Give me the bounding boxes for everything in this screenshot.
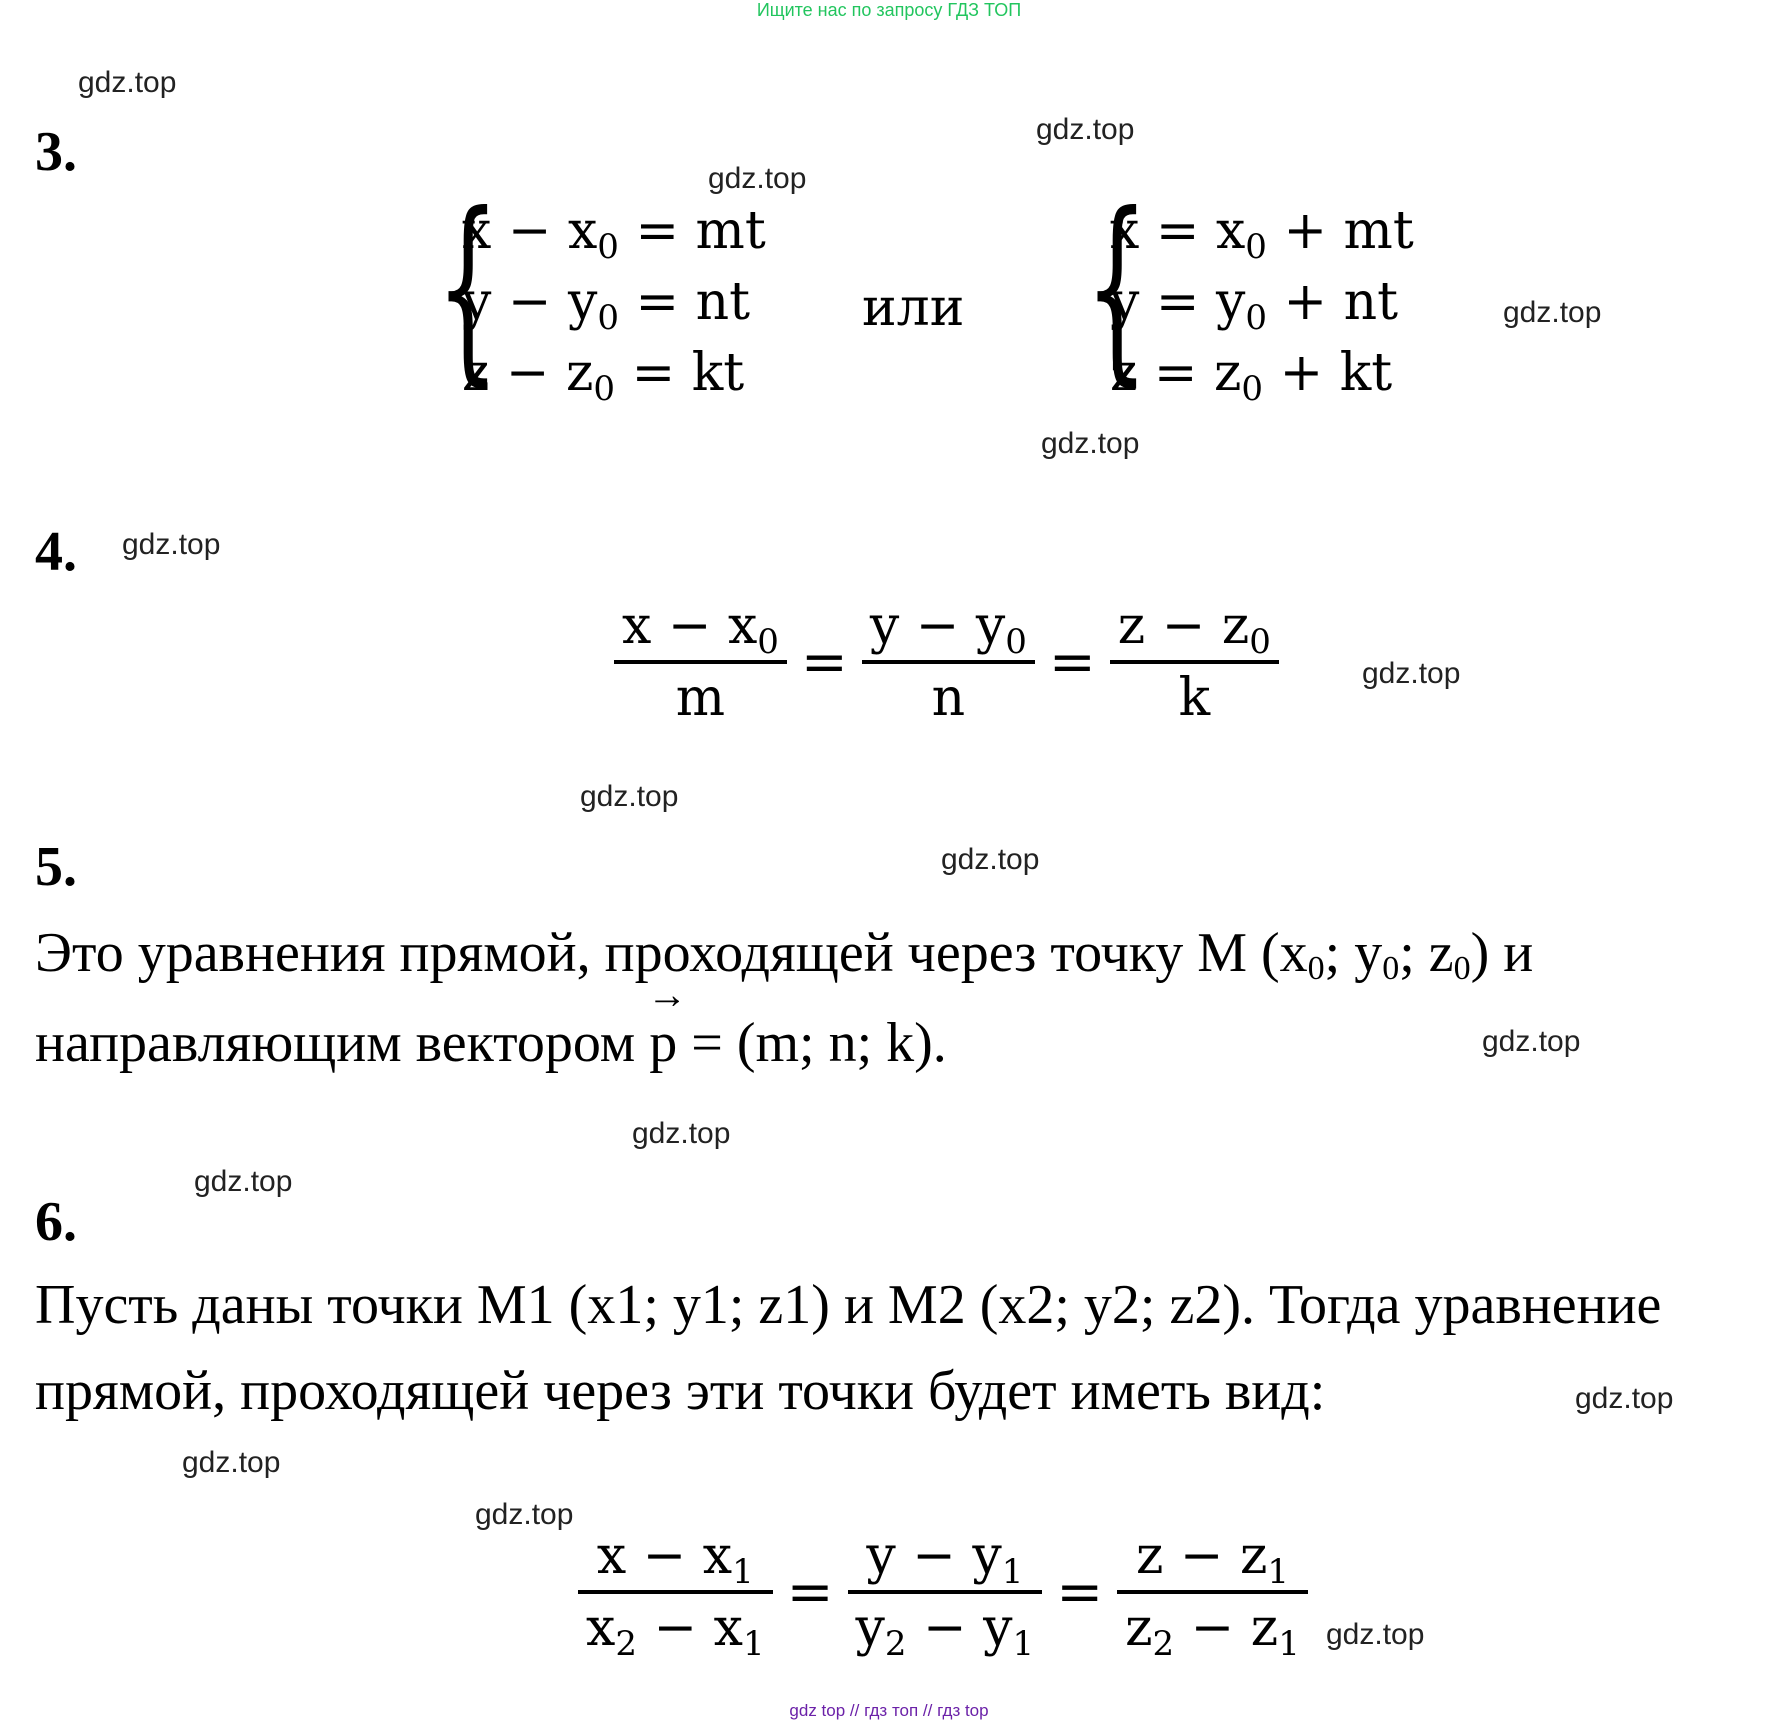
- conjunction-or: или: [862, 278, 965, 338]
- fraction-z-two-point: $\frac{z - z_1}{z_2 - z_1}$: [1117, 1530, 1308, 1654]
- fraction-x: $\frac{x - x_0}{m}$: [614, 600, 787, 724]
- footer-links[interactable]: gdz top // гдз топ // гдз top: [789, 1701, 989, 1720]
- watermark: gdz.top: [1326, 1618, 1425, 1651]
- equals-sign: =: [800, 629, 848, 695]
- section-5-line-1: Это уравнения прямой, проходящей через точку M ($x_0$; $y_0$; $z_0$) и: [35, 922, 1534, 987]
- left-brace: {: [436, 171, 500, 404]
- watermark: gdz.top: [1575, 1382, 1674, 1415]
- system-right-line-3: $z = z_0$ + kt: [1110, 343, 1393, 409]
- section-4-number: 4.: [35, 521, 77, 583]
- watermark: gdz.top: [1036, 113, 1135, 146]
- watermark: gdz.top: [1041, 427, 1140, 460]
- watermark: gdz.top: [122, 528, 221, 561]
- system-left-line-3: $z - z_0$ = kt: [462, 343, 745, 409]
- right-brace: {: [1085, 171, 1149, 404]
- watermark: gdz.top: [1482, 1025, 1581, 1058]
- section-6-line-2: прямой, проходящей через эти точки будет иметь вид:: [35, 1360, 1326, 1422]
- system-left: [462, 201, 766, 409]
- watermark: gdz.top: [1362, 657, 1461, 690]
- section-3-number: 3.: [35, 121, 77, 183]
- watermark: gdz.top: [632, 1117, 731, 1150]
- section-5-line-2: направляющим вектором → p = (m; n; k).: [35, 972, 947, 1074]
- top-banner[interactable]: Ищите нас по запросу ГДЗ ТОП: [756, 0, 1022, 20]
- fraction-z: $\frac{z - z_0}{k}$: [1110, 600, 1279, 724]
- equals-sign: =: [1048, 629, 1096, 695]
- watermark: gdz.top: [1503, 296, 1602, 329]
- canonical-equation: [614, 596, 1279, 728]
- two-point-equation: [578, 1526, 1308, 1664]
- watermark: gdz.top: [475, 1498, 574, 1531]
- watermark: gdz.top: [78, 66, 177, 99]
- vector-p: → p: [647, 972, 688, 1074]
- system-left-line-2: $y - y_0$ = nt: [462, 272, 751, 338]
- watermark: gdz.top: [708, 162, 807, 195]
- watermark: gdz.top: [182, 1446, 281, 1479]
- system-left-line-1: $x - x_0$ = mt: [462, 201, 766, 267]
- fraction-y-two-point: $\frac{y - y_1}{y_2 - y_1}$: [848, 1530, 1043, 1654]
- fraction-y: $\frac{y - y_0}{n}$: [862, 600, 1035, 724]
- watermark: gdz.top: [194, 1165, 293, 1198]
- equals-sign: =: [1056, 1559, 1104, 1625]
- watermark: gdz.top: [941, 843, 1040, 876]
- section-5-number: 5.: [35, 836, 77, 898]
- section-6-number: 6.: [35, 1191, 77, 1253]
- watermark: gdz.top: [580, 780, 679, 813]
- system-right-line-1: $x = x_0$ + mt: [1110, 201, 1414, 267]
- system-right-line-2: $y = y_0$ + nt: [1110, 272, 1399, 338]
- fraction-x-two-point: $\frac{x - x_1}{x_2 - x_1}$: [578, 1530, 773, 1654]
- section-6-line-1: Пусть даны точки M1 (x1; y1; z1) и M2 (x2; y2; z2). Тогда уравнение: [35, 1274, 1662, 1336]
- system-right: [1110, 201, 1414, 409]
- equals-sign: =: [786, 1559, 834, 1625]
